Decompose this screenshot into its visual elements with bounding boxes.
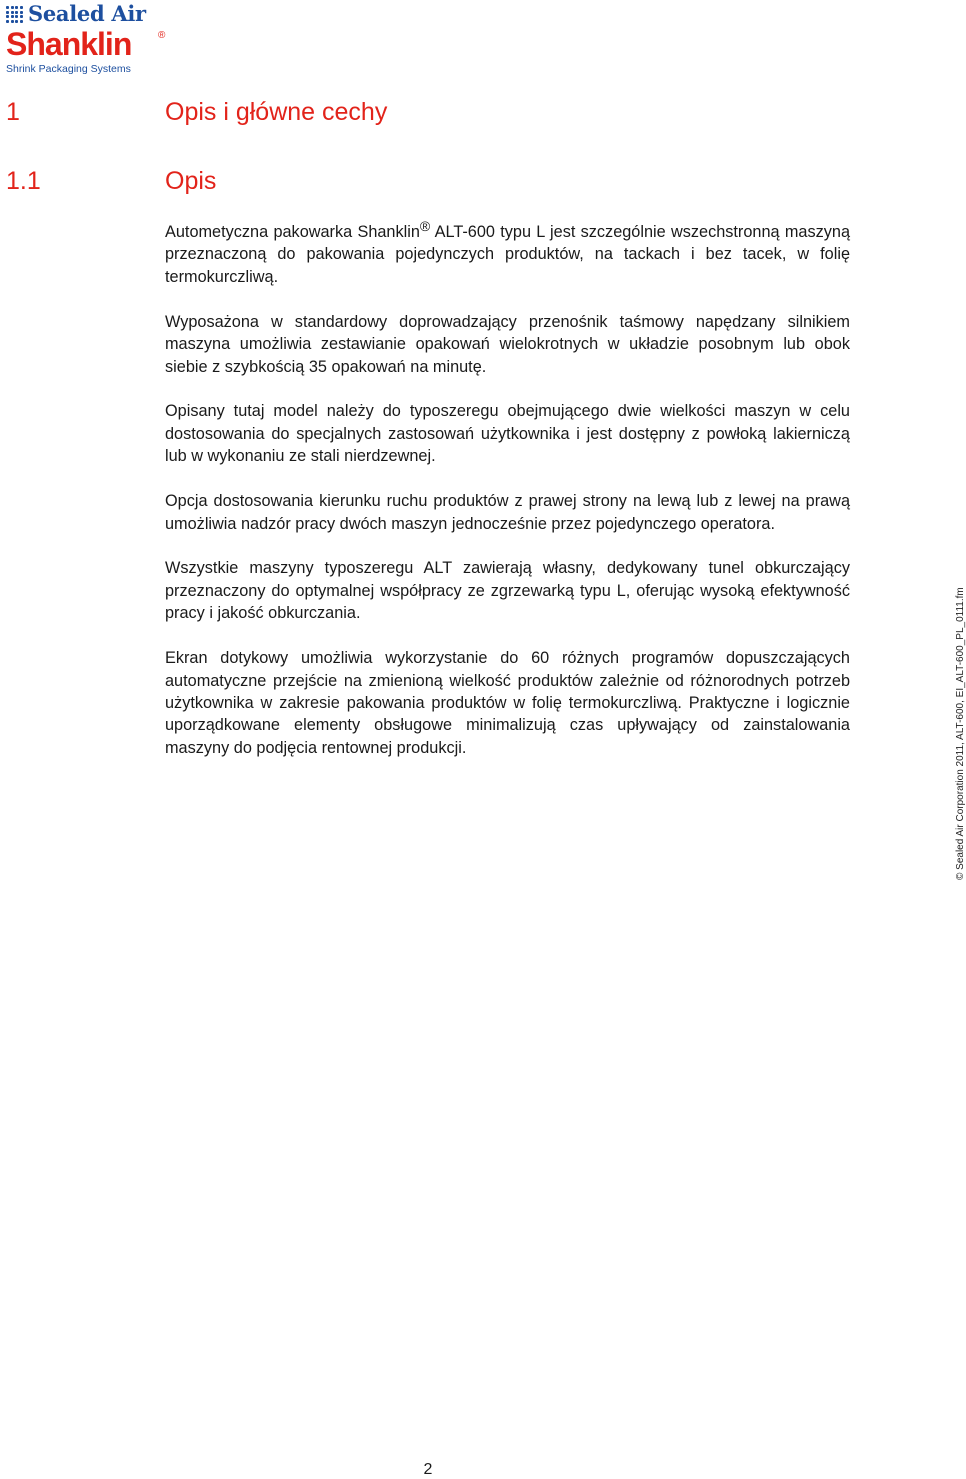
logo-tagline: Shrink Packaging Systems bbox=[6, 63, 131, 75]
subsection-title: Opis bbox=[165, 167, 217, 195]
company-logo bbox=[6, 2, 206, 75]
paragraph-3: Opisany tutaj model należy do typoszeregu obejmującego dwie wielkości maszyn w celu dostosowania do specjalnych zastosowań użytkownika i jest dostępny z powłoką lakierniczą lub w wykonaniu ze stali nierdzewnej. bbox=[165, 402, 850, 466]
body-text bbox=[165, 218, 851, 782]
sealed-air-logo-row bbox=[6, 2, 206, 26]
paragraph-1-start: Autometyczna pakowarka Shanklin bbox=[165, 223, 420, 241]
copyright-note: © Sealed Air Corporation 2011, ALT-600, EI_ALT-600_PL_0111.fm bbox=[955, 587, 966, 880]
sealed-air-wordmark: Sealed Air bbox=[28, 1, 146, 26]
paragraph-1 bbox=[165, 218, 851, 288]
subsection-number: 1.1 bbox=[6, 167, 41, 195]
paragraph-5: Wszystkie maszyny typoszeregu ALT zawierają własny, dedykowany tunel obkurczający przeznaczony do optymalnej współpracy ze zgrzewarką typu L, oferując wysoką efektywność pracy i jakość obkurczania. bbox=[165, 559, 850, 623]
paragraph-4: Opcja dostosowania kierunku ruchu produktów z prawej strony na lewą lub z lewej na prawą umożliwia nadzór pracy dwóch maszyn jednocześnie przez pojedynczego operatora. bbox=[165, 492, 850, 533]
shanklin-wordmark: Shanklin bbox=[6, 26, 132, 62]
paragraph-1-end: ALT-600 typu L jest szczególnie wszechstronną maszyną przeznaczoną do pakowania pojedynczych produktów, na tackach i bez tacek, w folię termokurczliwą. bbox=[165, 223, 851, 286]
paragraph-6: Ekran dotykowy umożliwia wykorzystanie do 60 różnych programów dopuszczających automatyczne przejście na zmienioną wielkość produktów zależnie od różnorodnych potrzeb użytkownika w zakresie pakowania produktów w folię termokurczliwą. Praktyczne i logicznie uporządkowane elementy obsługowe minimalizują czas upływający od zainstalowania maszyny do podjęcia rentownej produkcji. bbox=[165, 649, 850, 757]
page-number: 2 bbox=[423, 1461, 433, 1478]
registered-mark: ® bbox=[419, 218, 431, 234]
registered-mark: ® bbox=[158, 30, 166, 41]
paragraph-2: Wyposażona w standardowy doprowadzający przenośnik taśmowy napędzany silnikiem maszyna umożliwia zestawianie opakowań wielokrotnych w układzie posobnym lub obok siebie z szybkością 35 opakowań na minutę. bbox=[165, 312, 850, 376]
section-title: Opis i główne cechy bbox=[165, 98, 388, 126]
section-number: 1 bbox=[6, 98, 20, 126]
grid-dots-icon bbox=[6, 5, 23, 23]
shanklin-logo-row bbox=[6, 26, 206, 62]
